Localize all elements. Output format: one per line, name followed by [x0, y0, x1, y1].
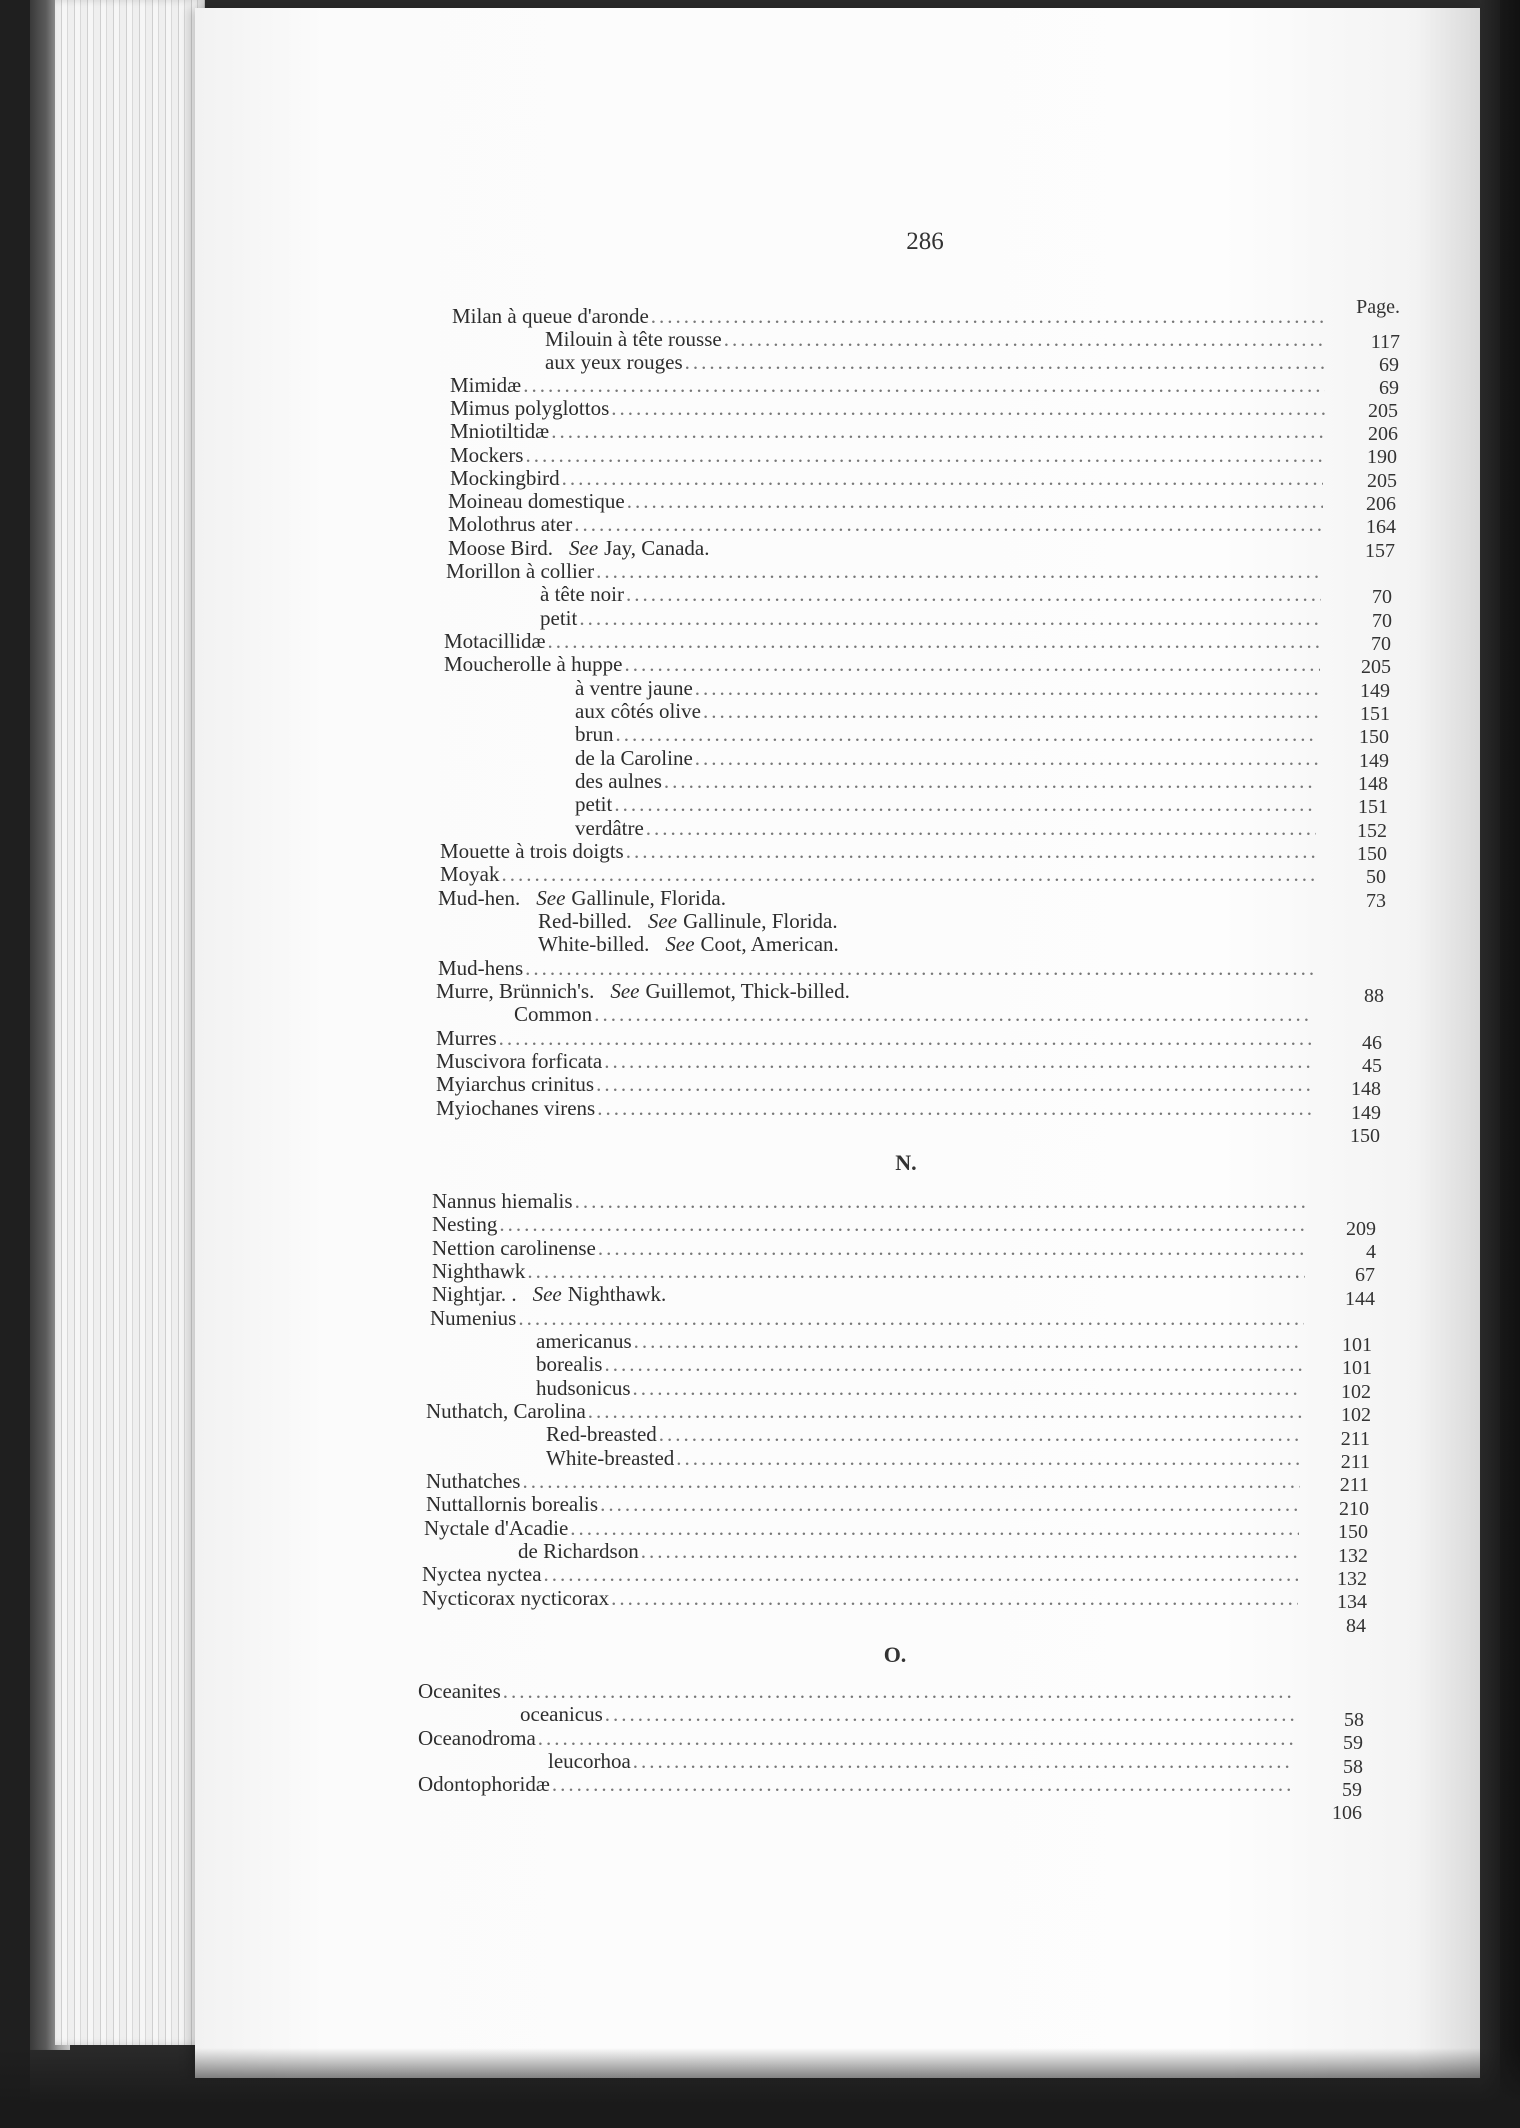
index-entry	[426, 1470, 1300, 1494]
dot-leader	[611, 396, 1325, 421]
index-page-ref: 58	[1344, 1709, 1364, 1731]
index-entry	[440, 840, 1316, 864]
dot-leader	[604, 1352, 1303, 1377]
index-entry-term: Murres	[436, 1026, 497, 1050]
index-entry-term: Mniotiltidæ	[450, 419, 550, 443]
index-entry-term: de Richardson	[518, 1539, 639, 1563]
index-entry-term: Nettion carolinense	[432, 1236, 596, 1260]
index-entry-term: Nyctale d'Acadie	[424, 1516, 569, 1540]
index-entry-term: verdâtre	[575, 816, 644, 840]
dot-leader	[624, 652, 1320, 677]
index-entry-term: borealis	[536, 1352, 603, 1376]
index-entry-term: Myiarchus crinitus	[436, 1072, 595, 1096]
index-page-ref: 102	[1341, 1381, 1371, 1403]
dot-leader	[626, 839, 1316, 864]
index-page-ref: 132	[1337, 1568, 1367, 1590]
index-entry-term: Milan à queue d'aronde	[452, 304, 649, 328]
index-entry-term: White-breasted	[546, 1446, 675, 1470]
dot-leader	[538, 1726, 1294, 1751]
index-entry-term: Red-breasted	[546, 1422, 657, 1446]
index-entry-term: Moineau domestique	[448, 489, 625, 513]
index-entry	[432, 1283, 1304, 1307]
dot-leader	[634, 1329, 1303, 1354]
dot-leader	[551, 419, 1324, 444]
dot-leader	[597, 1096, 1311, 1121]
index-entry	[548, 1750, 1293, 1774]
dot-leader	[596, 1072, 1311, 1097]
index-page-ref: 102	[1341, 1404, 1371, 1426]
index-entry-term: Nighthawk	[432, 1259, 526, 1283]
dot-leader	[594, 1002, 1313, 1027]
index-entry	[545, 328, 1326, 352]
index-entry-term: brun	[575, 722, 614, 746]
section-heading-o: O.	[883, 1642, 907, 1667]
index-page-ref: 70	[1372, 586, 1392, 608]
index-page-ref: 88	[1364, 985, 1384, 1007]
index-entry	[436, 980, 1313, 1004]
cross-reference-target: Gallinule, Florida.	[683, 909, 838, 933]
index-entry	[450, 374, 1325, 398]
index-entry	[426, 1400, 1302, 1424]
index-entry-term: americanus	[536, 1329, 632, 1353]
index-entry	[448, 490, 1323, 514]
index-entry	[536, 1377, 1302, 1401]
index-entry	[422, 1563, 1298, 1587]
index-page-ref: 151	[1358, 796, 1388, 818]
index-entry-term: Common	[514, 1002, 593, 1026]
dot-leader	[664, 769, 1317, 794]
index-entry	[545, 351, 1326, 375]
index-entry	[575, 747, 1318, 771]
dot-leader	[523, 373, 1325, 398]
index-entry	[432, 1260, 1305, 1284]
index-entry	[518, 1540, 1299, 1564]
dot-leader	[548, 629, 1321, 654]
index-page-ref: 149	[1360, 680, 1390, 702]
index-entry-term: Moose Bird.	[448, 536, 553, 560]
dot-leader	[611, 1586, 1298, 1611]
index-entry	[432, 1190, 1306, 1214]
index-entry-term: Oceanites	[418, 1679, 501, 1703]
index-page-ref: 132	[1338, 1545, 1368, 1567]
index-entry-term: Murre, Brünnich's.	[436, 979, 595, 1003]
index-entry-term: Numenius	[430, 1306, 517, 1330]
index-page-ref: 149	[1359, 750, 1389, 772]
dot-leader	[627, 489, 1323, 514]
dot-leader	[695, 746, 1318, 771]
index-page-ref: 157	[1365, 540, 1395, 562]
index-page-ref: 46	[1362, 1032, 1382, 1054]
dot-leader	[588, 1399, 1302, 1424]
section-heading-n: N.	[895, 1150, 917, 1175]
index-entry-term: Myiochanes virens	[436, 1096, 596, 1120]
dot-leader	[525, 956, 1314, 981]
index-entry-term: Nightjar. .	[432, 1282, 517, 1306]
index-entry-term: Motacillidæ	[444, 629, 546, 653]
index-entry	[440, 863, 1315, 887]
index-entry-term: Mimidæ	[450, 373, 522, 397]
dot-leader	[502, 862, 1316, 887]
index-entry	[575, 793, 1317, 817]
index-entry	[448, 537, 1322, 561]
index-entry-term: Mockers	[450, 443, 524, 467]
index-entry	[448, 513, 1322, 537]
index-entry-term: hudsonicus	[536, 1376, 631, 1400]
index-entry-term: Oceanodroma	[418, 1726, 536, 1750]
index-entry	[450, 420, 1324, 444]
cross-reference-target: Coot, American.	[700, 932, 839, 956]
dot-leader	[562, 466, 1323, 491]
cross-reference-target: Gallinule, Florida.	[571, 886, 726, 910]
index-page-ref: 210	[1339, 1498, 1369, 1520]
dot-leader	[499, 1026, 1312, 1051]
index-entry	[436, 1097, 1311, 1121]
index-entry-term: Nesting	[432, 1212, 498, 1236]
index-page-ref: 59	[1343, 1732, 1363, 1754]
index-page-ref: 50	[1366, 866, 1386, 888]
index-entry	[546, 1423, 1301, 1447]
index-entry	[430, 1307, 1304, 1331]
index-page-ref: 205	[1367, 470, 1397, 492]
dot-leader	[503, 1679, 1295, 1704]
index-entry-term: oceanicus	[520, 1702, 603, 1726]
dot-leader	[605, 1702, 1294, 1727]
index-page-ref: 209	[1346, 1218, 1376, 1240]
index-entry	[538, 910, 1314, 934]
dot-leader	[616, 722, 1319, 747]
dot-leader	[525, 443, 1324, 468]
index-entry	[432, 1213, 1306, 1237]
index-page-ref: 152	[1357, 820, 1387, 842]
right-shadow	[1480, 0, 1520, 2128]
index-entry	[536, 1353, 1303, 1377]
index-entry-term: Morillon à collier	[446, 559, 595, 583]
index-entry	[540, 583, 1321, 607]
index-page-ref: 58	[1343, 1756, 1363, 1778]
dot-leader	[724, 327, 1326, 352]
index-entry	[514, 1003, 1313, 1027]
index-page-ref: 211	[1340, 1428, 1370, 1450]
index-entry-term: Mimus polyglottos	[450, 396, 610, 420]
dot-leader	[614, 792, 1317, 817]
index-entry	[540, 607, 1321, 631]
index-entry	[424, 1517, 1299, 1541]
index-page-ref: 45	[1362, 1055, 1382, 1077]
index-entry	[520, 1703, 1294, 1727]
index-page-ref: 205	[1361, 656, 1391, 678]
index-entry-term: Molothrus ater	[448, 512, 573, 536]
index-entry-term: Nannus hiemalis	[432, 1189, 573, 1213]
dot-leader	[522, 1469, 1300, 1494]
index-entry	[546, 1447, 1301, 1471]
index-entry	[450, 444, 1324, 468]
index-page-ref: 70	[1372, 610, 1392, 632]
index-page-ref: 190	[1367, 446, 1397, 468]
index-entry	[436, 1050, 1312, 1074]
index-page-ref: 148	[1358, 773, 1388, 795]
index-entry	[436, 1073, 1311, 1097]
index-entry	[575, 723, 1318, 747]
dot-leader	[633, 1749, 1293, 1774]
dot-leader	[552, 1772, 1293, 1797]
dot-leader	[659, 1422, 1301, 1447]
dot-leader	[598, 1236, 1305, 1261]
index-page-ref: 205	[1368, 400, 1398, 422]
cross-reference-target: Guillemot, Thick-billed.	[645, 979, 850, 1003]
see-reference-marker: See	[569, 536, 599, 560]
index-entry	[444, 630, 1320, 654]
index-entry-term: aux côtés olive	[575, 699, 701, 723]
dot-leader	[518, 1306, 1304, 1331]
see-reference-marker: See	[536, 886, 566, 910]
index-entry	[575, 770, 1317, 794]
index-entry	[575, 817, 1316, 841]
page-edges	[55, 0, 205, 2045]
index-page-ref: 206	[1368, 423, 1398, 445]
index-page-ref: 59	[1342, 1779, 1362, 1801]
index-entry-term: de la Caroline	[575, 746, 693, 770]
index-page-ref: 4	[1366, 1241, 1376, 1263]
index-entry	[418, 1680, 1295, 1704]
index-page-ref: 134	[1337, 1591, 1367, 1613]
dot-leader	[596, 559, 1322, 584]
index-entry	[418, 1727, 1294, 1751]
bottom-shadow	[0, 2048, 1520, 2128]
dot-leader	[651, 304, 1326, 329]
index-entry-term: Mud-hens	[438, 956, 524, 980]
index-entry-term: White-billed.	[538, 932, 650, 956]
dot-leader	[600, 1492, 1300, 1517]
index-entry	[418, 1773, 1293, 1797]
index-page-ref: 117	[1370, 331, 1400, 353]
page-column-header: Page.	[1356, 296, 1400, 318]
dot-leader	[695, 676, 1319, 701]
dot-leader	[633, 1376, 1303, 1401]
index-entry	[446, 560, 1322, 584]
index-page-ref: 150	[1350, 1125, 1380, 1147]
index-page-ref: 211	[1340, 1451, 1370, 1473]
index-entry-term: petit	[540, 606, 578, 630]
index-page-ref: 164	[1366, 516, 1396, 538]
index-page-ref: 73	[1366, 890, 1386, 912]
index-entry	[536, 1330, 1303, 1354]
index-entry-term: Nuttallornis borealis	[426, 1492, 599, 1516]
index-entry	[538, 933, 1314, 957]
index-entry-term: Nycticorax nycticorax	[422, 1586, 610, 1610]
see-reference-marker: See	[665, 932, 695, 956]
index-page-ref: 144	[1345, 1288, 1375, 1310]
index-entry-term: Milouin à tête rousse	[545, 327, 722, 351]
index-entry-term: Moucherolle à huppe	[444, 652, 623, 676]
index-entry-term: Muscivora forficata	[436, 1049, 603, 1073]
index-entry-term: petit	[575, 792, 613, 816]
dot-leader	[641, 1539, 1299, 1564]
index-page-ref: 69	[1379, 354, 1399, 376]
index-entry-term: Nuthatch, Carolina	[426, 1399, 586, 1423]
see-reference-marker: See	[647, 909, 678, 933]
cross-reference-target: Nighthawk.	[567, 1282, 667, 1306]
index-entry	[422, 1587, 1298, 1611]
dot-leader	[574, 512, 1322, 537]
index-page-ref: 84	[1346, 1615, 1366, 1637]
index-entry	[438, 957, 1314, 981]
dot-leader	[626, 582, 1321, 607]
index-entry	[450, 467, 1323, 491]
dot-leader	[499, 1212, 1306, 1237]
index-page-ref: 150	[1359, 726, 1389, 748]
dot-leader	[527, 1259, 1305, 1284]
index-entry	[432, 1237, 1305, 1261]
index-page-ref: 101	[1342, 1334, 1372, 1356]
index-entry	[444, 653, 1320, 677]
dot-leader	[685, 350, 1326, 375]
see-reference-marker: See	[532, 1282, 562, 1306]
index-entry-term: à tête noir	[540, 582, 624, 606]
index-entry-term: Odontophoridæ	[418, 1772, 550, 1796]
page-number: 286	[906, 228, 944, 255]
index-page-ref: 148	[1351, 1078, 1381, 1100]
dot-leader	[646, 816, 1316, 841]
index-entry-term: Mouette à trois doigts	[440, 839, 624, 863]
index-page-ref: 101	[1342, 1357, 1372, 1379]
index-entry-term: Moyak	[440, 862, 500, 886]
index-entry-term: Mud-hen.	[438, 886, 521, 910]
index-entry	[426, 1493, 1300, 1517]
index-page-ref: 206	[1366, 493, 1396, 515]
index-page-ref: 70	[1371, 633, 1391, 655]
dot-leader	[544, 1562, 1298, 1587]
index-entry	[450, 397, 1325, 421]
see-reference-marker: See	[610, 979, 640, 1003]
index-entry-term: Mockingbird	[450, 466, 560, 490]
index-entry	[438, 887, 1315, 911]
index-entry-term: Nyctea nyctea	[422, 1562, 542, 1586]
dot-leader	[676, 1446, 1301, 1471]
dot-leader	[570, 1516, 1299, 1541]
index-entry	[436, 1027, 1312, 1051]
index-entry-term: aux yeux rouges	[545, 350, 683, 374]
index-entry-term: leucorhoa	[548, 1749, 631, 1773]
index-entry-term: des aulnes	[575, 769, 662, 793]
index-entry-term: Nuthatches	[426, 1469, 521, 1493]
index-page-ref: 67	[1355, 1264, 1375, 1286]
dot-leader	[579, 606, 1321, 631]
index-page-ref: 150	[1357, 843, 1387, 865]
index-page-ref: 149	[1351, 1102, 1381, 1124]
index-page-ref: 211	[1339, 1474, 1369, 1496]
index-entry-term: à ventre jaune	[575, 676, 693, 700]
index-entry	[575, 700, 1319, 724]
cross-reference-target: Jay, Canada.	[604, 536, 710, 560]
dot-leader	[703, 699, 1319, 724]
dot-leader	[575, 1189, 1306, 1214]
index-page-ref: 150	[1338, 1521, 1368, 1543]
index-entry	[452, 305, 1326, 329]
index-page-ref: 106	[1332, 1802, 1362, 1824]
index-page-ref: 151	[1360, 703, 1390, 725]
dot-leader	[604, 1049, 1312, 1074]
index-entry	[575, 677, 1319, 701]
index-entry-term: Red-billed.	[538, 909, 632, 933]
index-page-ref: 69	[1379, 377, 1399, 399]
